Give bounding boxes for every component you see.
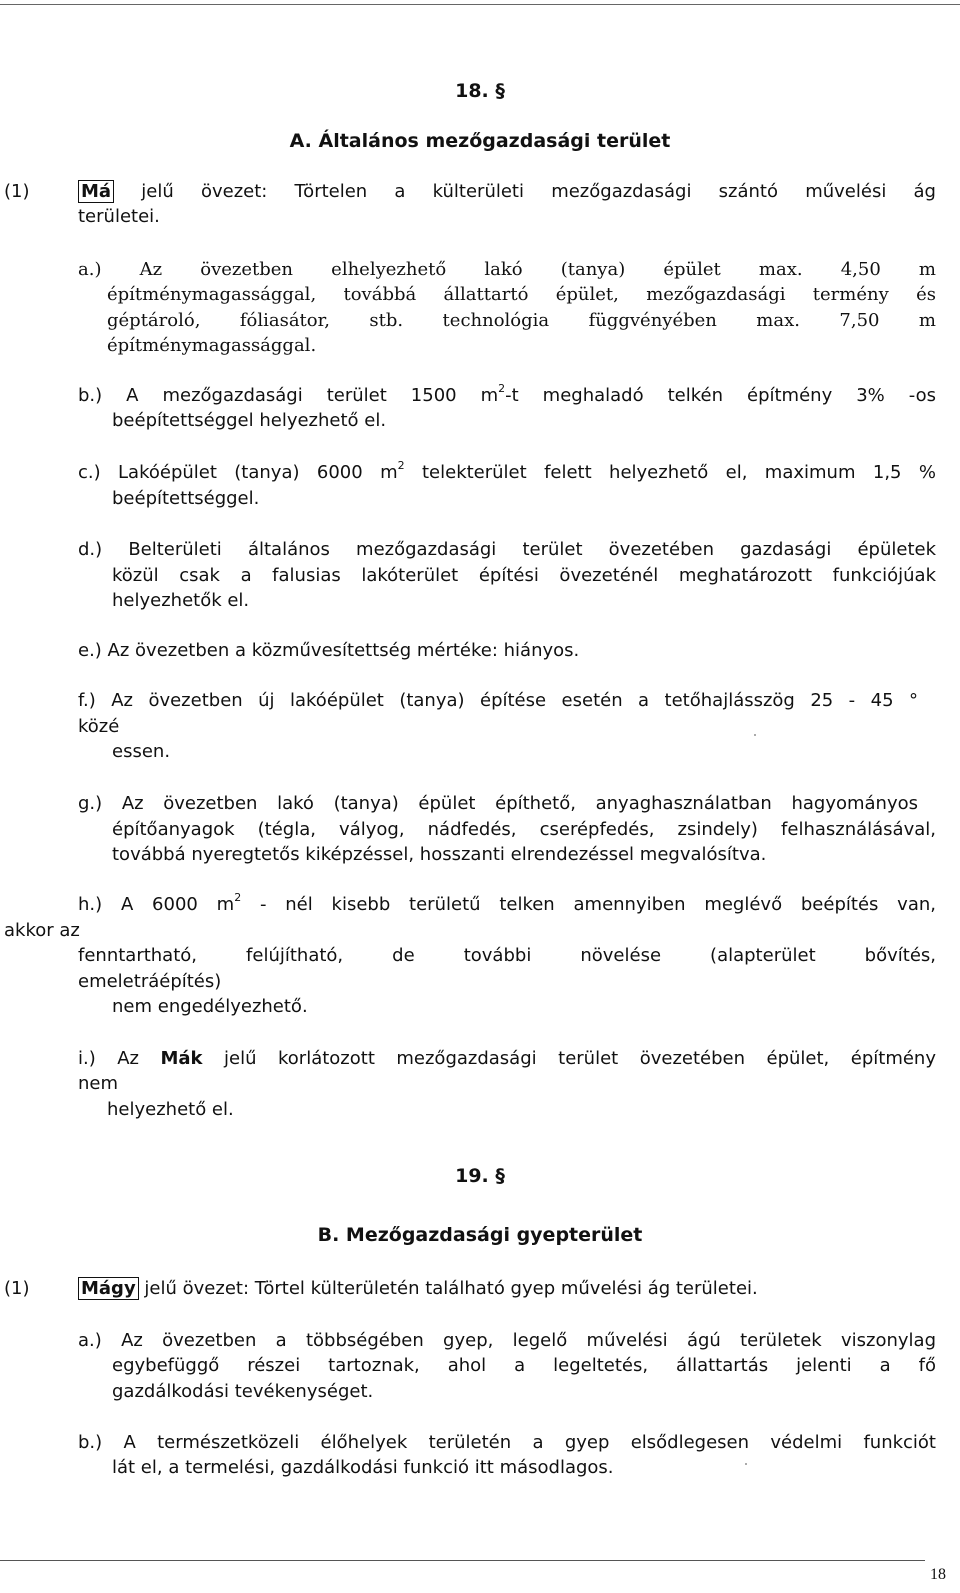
paragraph-text: jelű övezet: Törtelen a külterületi mezőgazdasági szántó művelési ág (141, 181, 936, 202)
page-number: 18 (930, 1566, 946, 1583)
zone-code-ma: Má (78, 180, 114, 203)
top-rule (0, 4, 960, 5)
paragraph-label: (1) (4, 1278, 30, 1299)
footer-rule (0, 1560, 925, 1561)
paragraph-label: (1) (4, 181, 30, 202)
scan-speck (754, 734, 756, 736)
section-19-title: B. Mezőgazdasági gyepterület (317, 1224, 643, 1246)
scan-speck (745, 1463, 747, 1465)
section-18-number: 18. § (455, 80, 505, 102)
section-19-number: 19. § (455, 1165, 505, 1187)
zone-code-magy: Mágy (78, 1277, 139, 1300)
paragraph-text: területei. (78, 206, 160, 227)
paragraph-text: jelű övezet: Törtel külterületén található gyep művelési ág területei. (144, 1278, 758, 1299)
section-18-title: A. Általános mezőgazdasági terület (289, 130, 671, 152)
zone-code-mak: Mák (160, 1048, 203, 1069)
